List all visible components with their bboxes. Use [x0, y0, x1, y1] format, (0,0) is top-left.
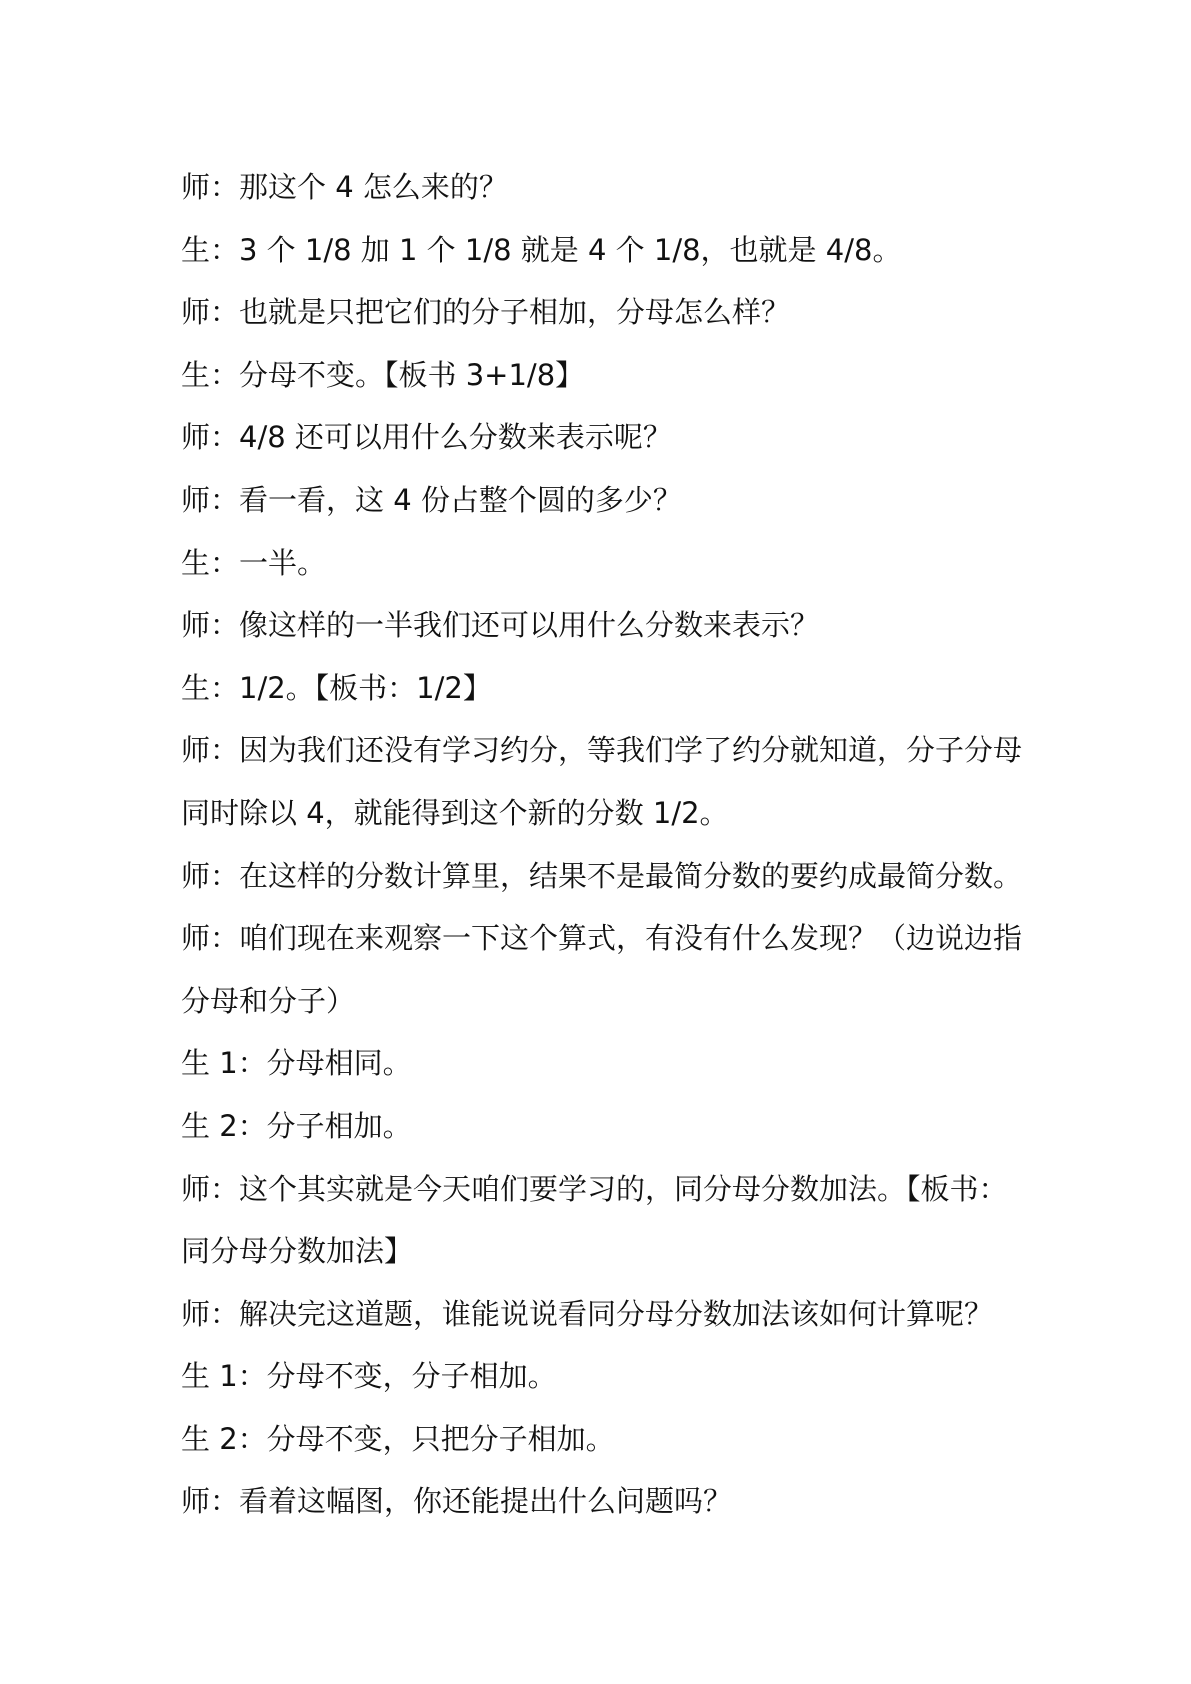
text-line: 生：1/2。【板书：1/2】 — [181, 670, 492, 705]
text-line: 师：也就是只把它们的分子相加，分母怎么样？ — [181, 295, 791, 330]
text-line: 生 1：分母不变，分子相加。 — [181, 1359, 557, 1394]
text-line: 同分母分数加法】 — [181, 1234, 414, 1269]
text-line: 生：3 个 1/8 加 1 个 1/8 就是 4 个 1/8，也就是 4/8。 — [181, 232, 902, 267]
text-line: 生：一半。 — [181, 545, 327, 580]
dialogue-text — [181, 156, 1021, 1533]
text-line: 生 1：分母相同。 — [181, 1046, 412, 1081]
text-line: 师：看一看，这 4 份占整个圆的多少？ — [181, 482, 682, 517]
text-line: 师：那这个 4 怎么来的？ — [181, 170, 508, 204]
text-line: 师：解决完这道题，谁能说说看同分母分数加法该如何计算呢？ — [181, 1296, 994, 1331]
text-line: 师：像这样的一半我们还可以用什么分数来表示？ — [181, 608, 820, 643]
text-line: 同时除以 4，就能得到这个新的分数 1/2。 — [181, 795, 729, 830]
text-line: 生 2：分子相加。 — [181, 1108, 412, 1143]
text-line: 师：在这样的分数计算里，结果不是最简分数的要约成最简分数。 — [181, 858, 1023, 893]
text-line: 生：分母不变。【板书 3+1/8】 — [181, 357, 585, 392]
text-line: 师：看着这幅图，你还能提出什么问题吗？ — [181, 1484, 733, 1519]
text-line: 师：因为我们还没有学习约分，等我们学了约分就知道，分子分母 — [181, 733, 1023, 768]
text-line: 师：4/8 还可以用什么分数来表示呢？ — [181, 420, 672, 455]
text-line: 分母和分子） — [181, 983, 356, 1018]
text-line: 生 2：分母不变，只把分子相加。 — [181, 1421, 615, 1456]
text-line: 师：咱们现在来观察一下这个算式，有没有什么发现？（边说边指 — [181, 921, 1023, 956]
text-line: 师：这个其实就是今天咱们要学习的，同分母分数加法。【板书： — [181, 1171, 1008, 1206]
